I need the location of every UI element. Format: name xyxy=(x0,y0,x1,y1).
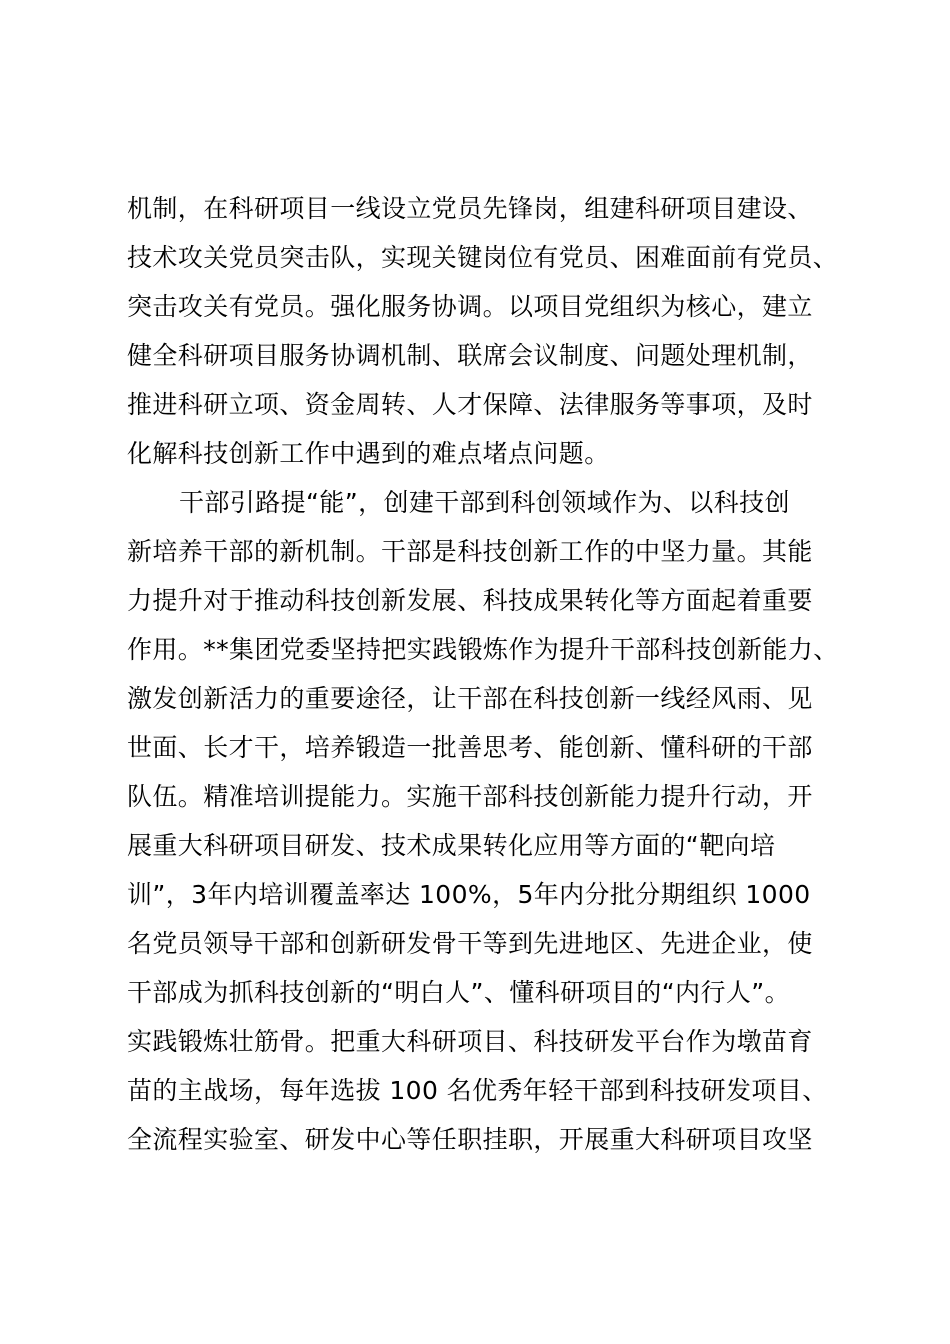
text-line: 全流程实验室、研发中心等任职挂职，开展重大科研项目攻坚 xyxy=(127,1125,813,1154)
text-line: 名党员领导干部和创新研发骨干等到先进地区、先进企业，使 xyxy=(127,929,813,958)
text-line: 激发创新活力的重要途径，让干部在科技创新一线经风雨、见 xyxy=(127,684,813,713)
text-line: 队伍。精准培训提能力。实施干部科技创新能力提升行动，开 xyxy=(127,782,813,811)
text-line: 苗的主战场，每年选拔 100 名优秀年轻干部到科技研发项目、 xyxy=(127,1076,828,1105)
text-line: 训”，3年内培训覆盖率达 100%，5年内分批分期组织 1000 xyxy=(127,880,811,909)
text-line: 机制，在科研项目一线设立党员先锋岗，组建科研项目建设、 xyxy=(127,194,813,223)
text-line: 健全科研项目服务协调机制、联席会议制度、问题处理机制， xyxy=(127,341,813,370)
text-line: 化解科技创新工作中遇到的难点堵点问题。 xyxy=(127,439,610,468)
text-line: 展重大科研项目研发、技术成果转化应用等方面的“靶向培 xyxy=(127,831,776,860)
text-line: 技术攻关党员突击队，实现关键岗位有党员、困难面前有党员、 xyxy=(127,243,839,272)
text-line: 实践锻炼壮筋骨。把重大科研项目、科技研发平台作为墩苗育 xyxy=(127,1027,813,1056)
body-text xyxy=(127,184,847,1164)
text-line: 世面、长才干，培养锻造一批善思考、能创新、懂科研的干部 xyxy=(127,733,813,762)
text-line: 力提升对于推动科技创新发展、科技成果转化等方面起着重要 xyxy=(127,586,813,615)
text-line: 作用。**集团党委坚持把实践锻炼作为提升干部科技创新能力、 xyxy=(127,635,839,664)
paragraph-first-line: 干部引路提“能”，创建干部到科创领域作为、以科技创 xyxy=(179,488,790,517)
text-line: 干部成为抓科技创新的“明白人”、懂科研项目的“内行人”。 xyxy=(127,978,791,1007)
text-line: 突击攻关有党员。强化服务协调。以项目党组织为核心，建立 xyxy=(127,292,813,321)
text-line: 新培养干部的新机制。干部是科技创新工作的中坚力量。其能 xyxy=(127,537,813,566)
text-line: 推进科研立项、资金周转、人才保障、法律服务等事项，及时 xyxy=(127,390,813,419)
